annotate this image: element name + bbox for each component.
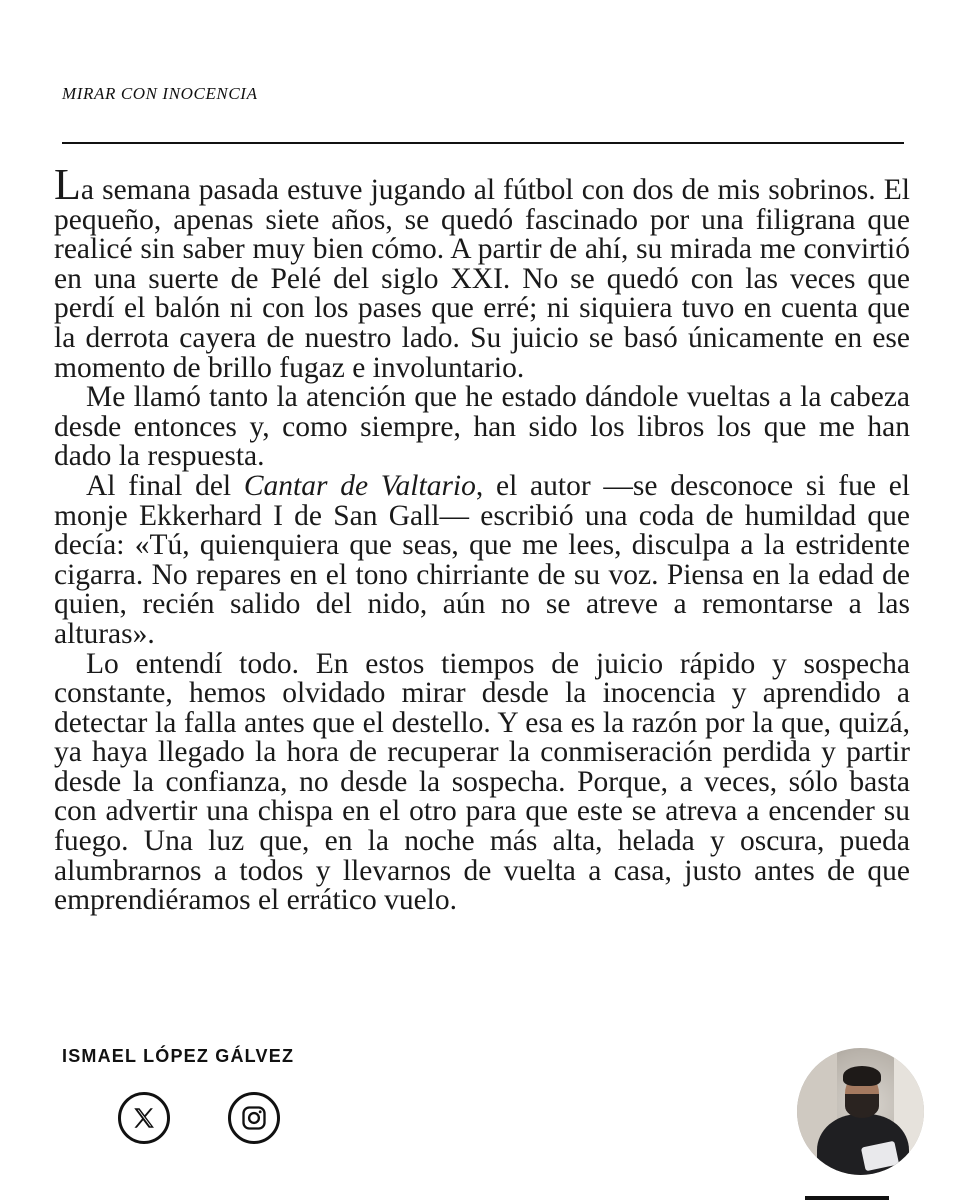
- drop-cap: L: [54, 160, 81, 209]
- avatar-body: [817, 1114, 909, 1175]
- avatar-hair: [843, 1066, 881, 1086]
- paragraph-1: [54, 160, 910, 384]
- paragraph-3: [54, 469, 910, 650]
- paragraph-1-text: a semana pasada estuve jugando al fútbol con dos de mis sobrinos. El pequeño, apenas siete años, se quedó fascinado por una filigrana que realicé sin saber muy bien cómo. A partir de ahí, su mirada me convirtió en una suerte de Pelé del siglo XXI. No se quedó con las veces que perdí el balón ni con los pases que erré; ni siquiera tuvo en cuenta que la derrota cayera de nuestro lado. Su juicio se basó únicamente en ese momento de brillo fugaz e involuntario.: [54, 174, 910, 384]
- instagram-icon: [240, 1104, 268, 1132]
- instagram-social-link[interactable]: [228, 1092, 280, 1144]
- x-logo-icon: [131, 1105, 157, 1131]
- footer-bar: [805, 1196, 889, 1200]
- author-name: ISMAEL LÓPEZ GÁLVEZ: [62, 1046, 295, 1066]
- header-divider: [62, 142, 904, 144]
- paragraph-2: Me llamó tanto la atención que he estado dándole vueltas a la cabeza desde entonces y, como siempre, han sido los libros los que me han dado la respuesta.: [54, 381, 910, 473]
- section-title: MIRAR CON INOCENCIA: [62, 84, 258, 103]
- paragraph-3-text-end: , el autor —se desconoce si fue el monje Ekkerhard I de San Gall— escribió una coda de humildad que decía: «Tú, quienquiera que seas, que me lees, disculpa a la estridente cigarra. No repares en el tono chirriante de su voz. Piensa en la edad de quien, recién salido del nido, aún no se atreve a remontarse a las alturas».: [54, 469, 910, 650]
- book-title: Cantar de Valtario: [243, 469, 476, 502]
- article-body: [54, 160, 910, 917]
- x-social-link[interactable]: [118, 1092, 170, 1144]
- paragraph-3-text-start: Al final del: [86, 469, 244, 502]
- author-avatar: [797, 1048, 924, 1175]
- paragraph-4: Lo entendí todo. En estos tiempos de juicio rápido y sospecha constante, hemos olvidado mirar desde la inocencia y aprendido a detectar la falla antes que el destello. Y esa es la razón por la que, quizá, ya haya llegado la hora de recuperar la conmiseración perdida y partir desde la confianza, no desde la sospecha. Porque, a veces, sólo basta con advertir una chispa en el otro para que este se atreva a encender su fuego. Una luz que, en la noche más alta, helada y oscura, pueda alumbrarnos a todos y llevarnos de vuelta a casa, justo antes de que emprendiéramos el errático vuelo.: [54, 647, 910, 917]
- avatar-beard: [845, 1094, 879, 1118]
